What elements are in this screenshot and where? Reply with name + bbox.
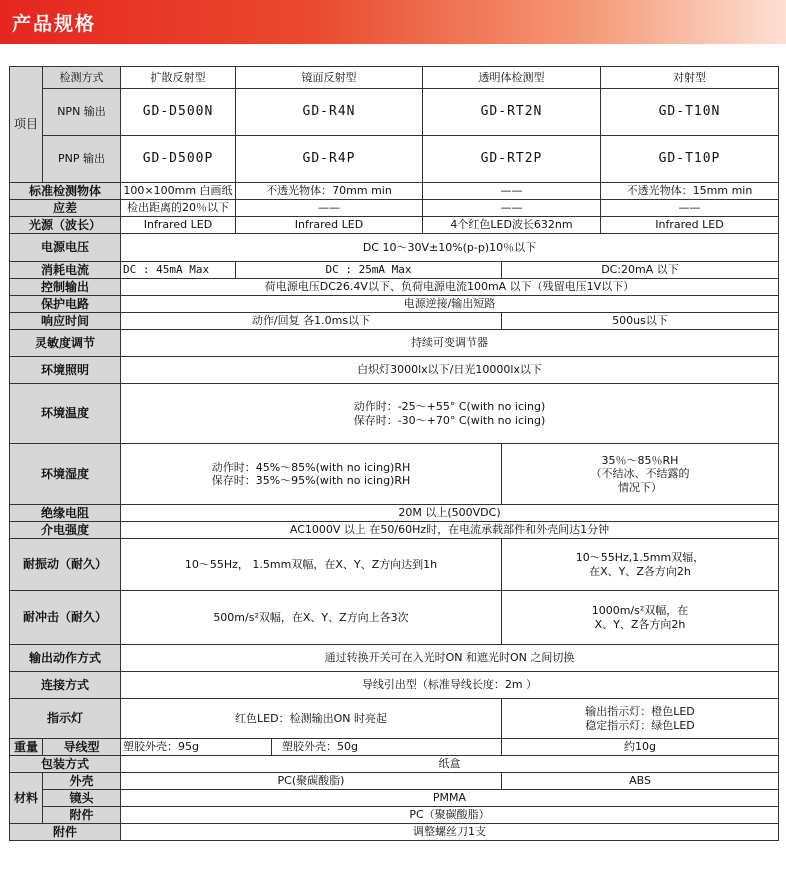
cell: 100×100mm 白画纸 — [121, 183, 236, 200]
cell: 扩散反射型 — [121, 67, 236, 89]
table-row — [10, 824, 779, 841]
cell: 不透光物体：15mm min — [601, 183, 779, 200]
cell: Infrared LED — [121, 217, 236, 234]
cell-line: 保存时：-30～+70° C(with no icing) — [353, 413, 546, 427]
table-row — [10, 539, 779, 591]
cell: ABS — [502, 773, 779, 790]
model-cell: GD-RT2N — [423, 89, 601, 136]
row-label: 重量 — [10, 739, 43, 756]
cell-line: 稳定指示灯：绿色LED — [585, 718, 695, 732]
cell: 检出距离的20％以下 — [121, 200, 236, 217]
cell: 500us以下 — [502, 313, 779, 330]
table-row — [10, 217, 779, 234]
cell: DC 10～30V±10%(p-p)10％以下 — [121, 234, 779, 262]
cell — [121, 444, 502, 505]
row-label: PNP 输出 — [43, 136, 121, 183]
spec-table — [9, 66, 779, 841]
row-label: 耐振动（耐久） — [10, 539, 121, 591]
cell: Infrared LED — [236, 217, 423, 234]
cell: 不透光物体：70mm min — [236, 183, 423, 200]
row-label: 环境温度 — [10, 384, 121, 444]
row-label: 连接方式 — [10, 672, 121, 699]
table-row — [10, 200, 779, 217]
cell: 纸盒 — [121, 756, 779, 773]
row-label: 消耗电流 — [10, 262, 121, 279]
cell-line: 35％～85％RH — [601, 454, 679, 468]
row-label: 输出动作方式 — [10, 645, 121, 672]
cell: 约10g — [502, 739, 779, 756]
row-label: 检测方式 — [43, 67, 121, 89]
cell: 20M 以上(500VDC) — [121, 505, 779, 522]
cell — [502, 444, 779, 505]
cell: 动作/回复 各1.0ms以下 — [121, 313, 502, 330]
cell — [121, 384, 779, 444]
cell: 红色LED：检测输出ON 时亮起 — [121, 699, 502, 739]
model-cell: GD-R4P — [236, 136, 423, 183]
table-row — [10, 807, 779, 824]
cell-line: 输出指示灯：橙色LED — [585, 705, 695, 719]
cell: 荷电源电压DC26.4V以下、负荷电源电流100mA 以下（残留电压1V以下） — [121, 279, 779, 296]
table-row — [10, 357, 779, 384]
row-label: 光源（波长） — [10, 217, 121, 234]
cell — [502, 591, 779, 645]
table-row — [10, 739, 779, 756]
cell: —— — [236, 200, 423, 217]
cell: AC1000V 以上 在50/60Hz时，在电流承载部件和外壳间达1分钟 — [121, 522, 779, 539]
cell: 塑胶外壳：50g — [272, 739, 502, 756]
cell: PMMA — [121, 790, 779, 807]
cell: 透明体检测型 — [423, 67, 601, 89]
cell: 10～55Hz， 1.5mm双幅，在X、Y、Z方向达到1h — [121, 539, 502, 591]
table-row — [10, 67, 779, 89]
cell: PC（聚碳酸脂） — [121, 807, 779, 824]
table-row — [10, 790, 779, 807]
cell: DC : 25mA Max — [236, 262, 502, 279]
table-row — [10, 522, 779, 539]
table-row — [10, 672, 779, 699]
cell-line: （不结冰、不结露的 — [590, 467, 690, 481]
cell: 对射型 — [601, 67, 779, 89]
cell: 调整螺丝刀1支 — [121, 824, 779, 841]
table-row — [10, 296, 779, 313]
model-cell: GD-T10N — [601, 89, 779, 136]
cell: 持续可变调节器 — [121, 330, 779, 357]
cell: —— — [423, 200, 601, 217]
cell: DC:20mA 以下 — [502, 262, 779, 279]
model-cell: GD-RT2P — [423, 136, 601, 183]
row-label: 附件 — [10, 824, 121, 841]
table-row — [10, 313, 779, 330]
model-cell: GD-D500N — [121, 89, 236, 136]
page-title: 产品规格 — [12, 13, 97, 35]
table-row — [10, 183, 779, 200]
table-row — [10, 645, 779, 672]
table-row — [10, 262, 779, 279]
cell-line: 10～55Hz,1.5mm双辐， — [575, 551, 705, 565]
table-row — [10, 773, 779, 790]
cell: 导线引出型（标准导线长度：2m ） — [121, 672, 779, 699]
cell — [502, 699, 779, 739]
cell: 塑胶外壳：95g — [121, 739, 272, 756]
row-label: 环境照明 — [10, 357, 121, 384]
cell: 镜面反射型 — [236, 67, 423, 89]
model-cell: GD-T10P — [601, 136, 779, 183]
row-label: 介电强度 — [10, 522, 121, 539]
row-label: 材料 — [10, 773, 43, 824]
row-label: NPN 输出 — [43, 89, 121, 136]
row-label: 保护电路 — [10, 296, 121, 313]
cell: 电源逆接/输出短路 — [121, 296, 779, 313]
row-label: 导线型 — [43, 739, 121, 756]
table-row — [10, 89, 779, 136]
table-row — [10, 136, 779, 183]
cell: PC(聚碳酸脂) — [121, 773, 502, 790]
row-label: 电源电压 — [10, 234, 121, 262]
row-label: 响应时间 — [10, 313, 121, 330]
row-label: 应差 — [10, 200, 121, 217]
row-label: 外壳 — [43, 773, 121, 790]
model-cell: GD-R4N — [236, 89, 423, 136]
cell — [502, 539, 779, 591]
row-label: 绝缘电阻 — [10, 505, 121, 522]
cell-line: X、Y、Z各方向2h — [594, 617, 686, 631]
table-row — [10, 505, 779, 522]
cell: 通过转换开关可在入光时ON 和遮光时ON 之间切换 — [121, 645, 779, 672]
row-label: 附件 — [43, 807, 121, 824]
row-label: 镜头 — [43, 790, 121, 807]
table-row — [10, 234, 779, 262]
model-cell: GD-D500P — [121, 136, 236, 183]
cell: —— — [601, 200, 779, 217]
cell-line: 情况下） — [618, 480, 662, 494]
table-row — [10, 279, 779, 296]
cell: 白炽灯3000lx以下/日光10000lx以下 — [121, 357, 779, 384]
cell-line: 1000m/s²双幅，在 — [591, 604, 689, 618]
header-banner — [0, 0, 786, 44]
cell: Infrared LED — [601, 217, 779, 234]
cell: 500m/s²双幅，在X、Y、Z方向上各3次 — [121, 591, 502, 645]
table-row — [10, 330, 779, 357]
row-label: 灵敏度调节 — [10, 330, 121, 357]
row-label: 包装方式 — [10, 756, 121, 773]
row-label: 耐冲击（耐久） — [10, 591, 121, 645]
cell: —— — [423, 183, 601, 200]
table-row — [10, 444, 779, 505]
table-row — [10, 699, 779, 739]
row-label: 控制输出 — [10, 279, 121, 296]
row-label: 标准检测物体 — [10, 183, 121, 200]
table-row — [10, 591, 779, 645]
row-label: 环境湿度 — [10, 444, 121, 505]
row-label: 指示灯 — [10, 699, 121, 739]
cell-line: 在X、Y、Z各方向2h — [589, 564, 691, 578]
cell: DC : 45mA Max — [121, 262, 236, 279]
group-label-items: 项目 — [10, 67, 43, 183]
cell-line: 动作时：45%～85%(with no icing)RH — [211, 460, 411, 474]
table-row — [10, 756, 779, 773]
table-row — [10, 384, 779, 444]
cell-line: 保存时：35%～95%(with no icing)RH — [211, 474, 411, 487]
cell: 4个红色LED波长632nm — [423, 217, 601, 234]
cell-line: 动作时：-25～+55° C(with no icing) — [353, 400, 546, 414]
